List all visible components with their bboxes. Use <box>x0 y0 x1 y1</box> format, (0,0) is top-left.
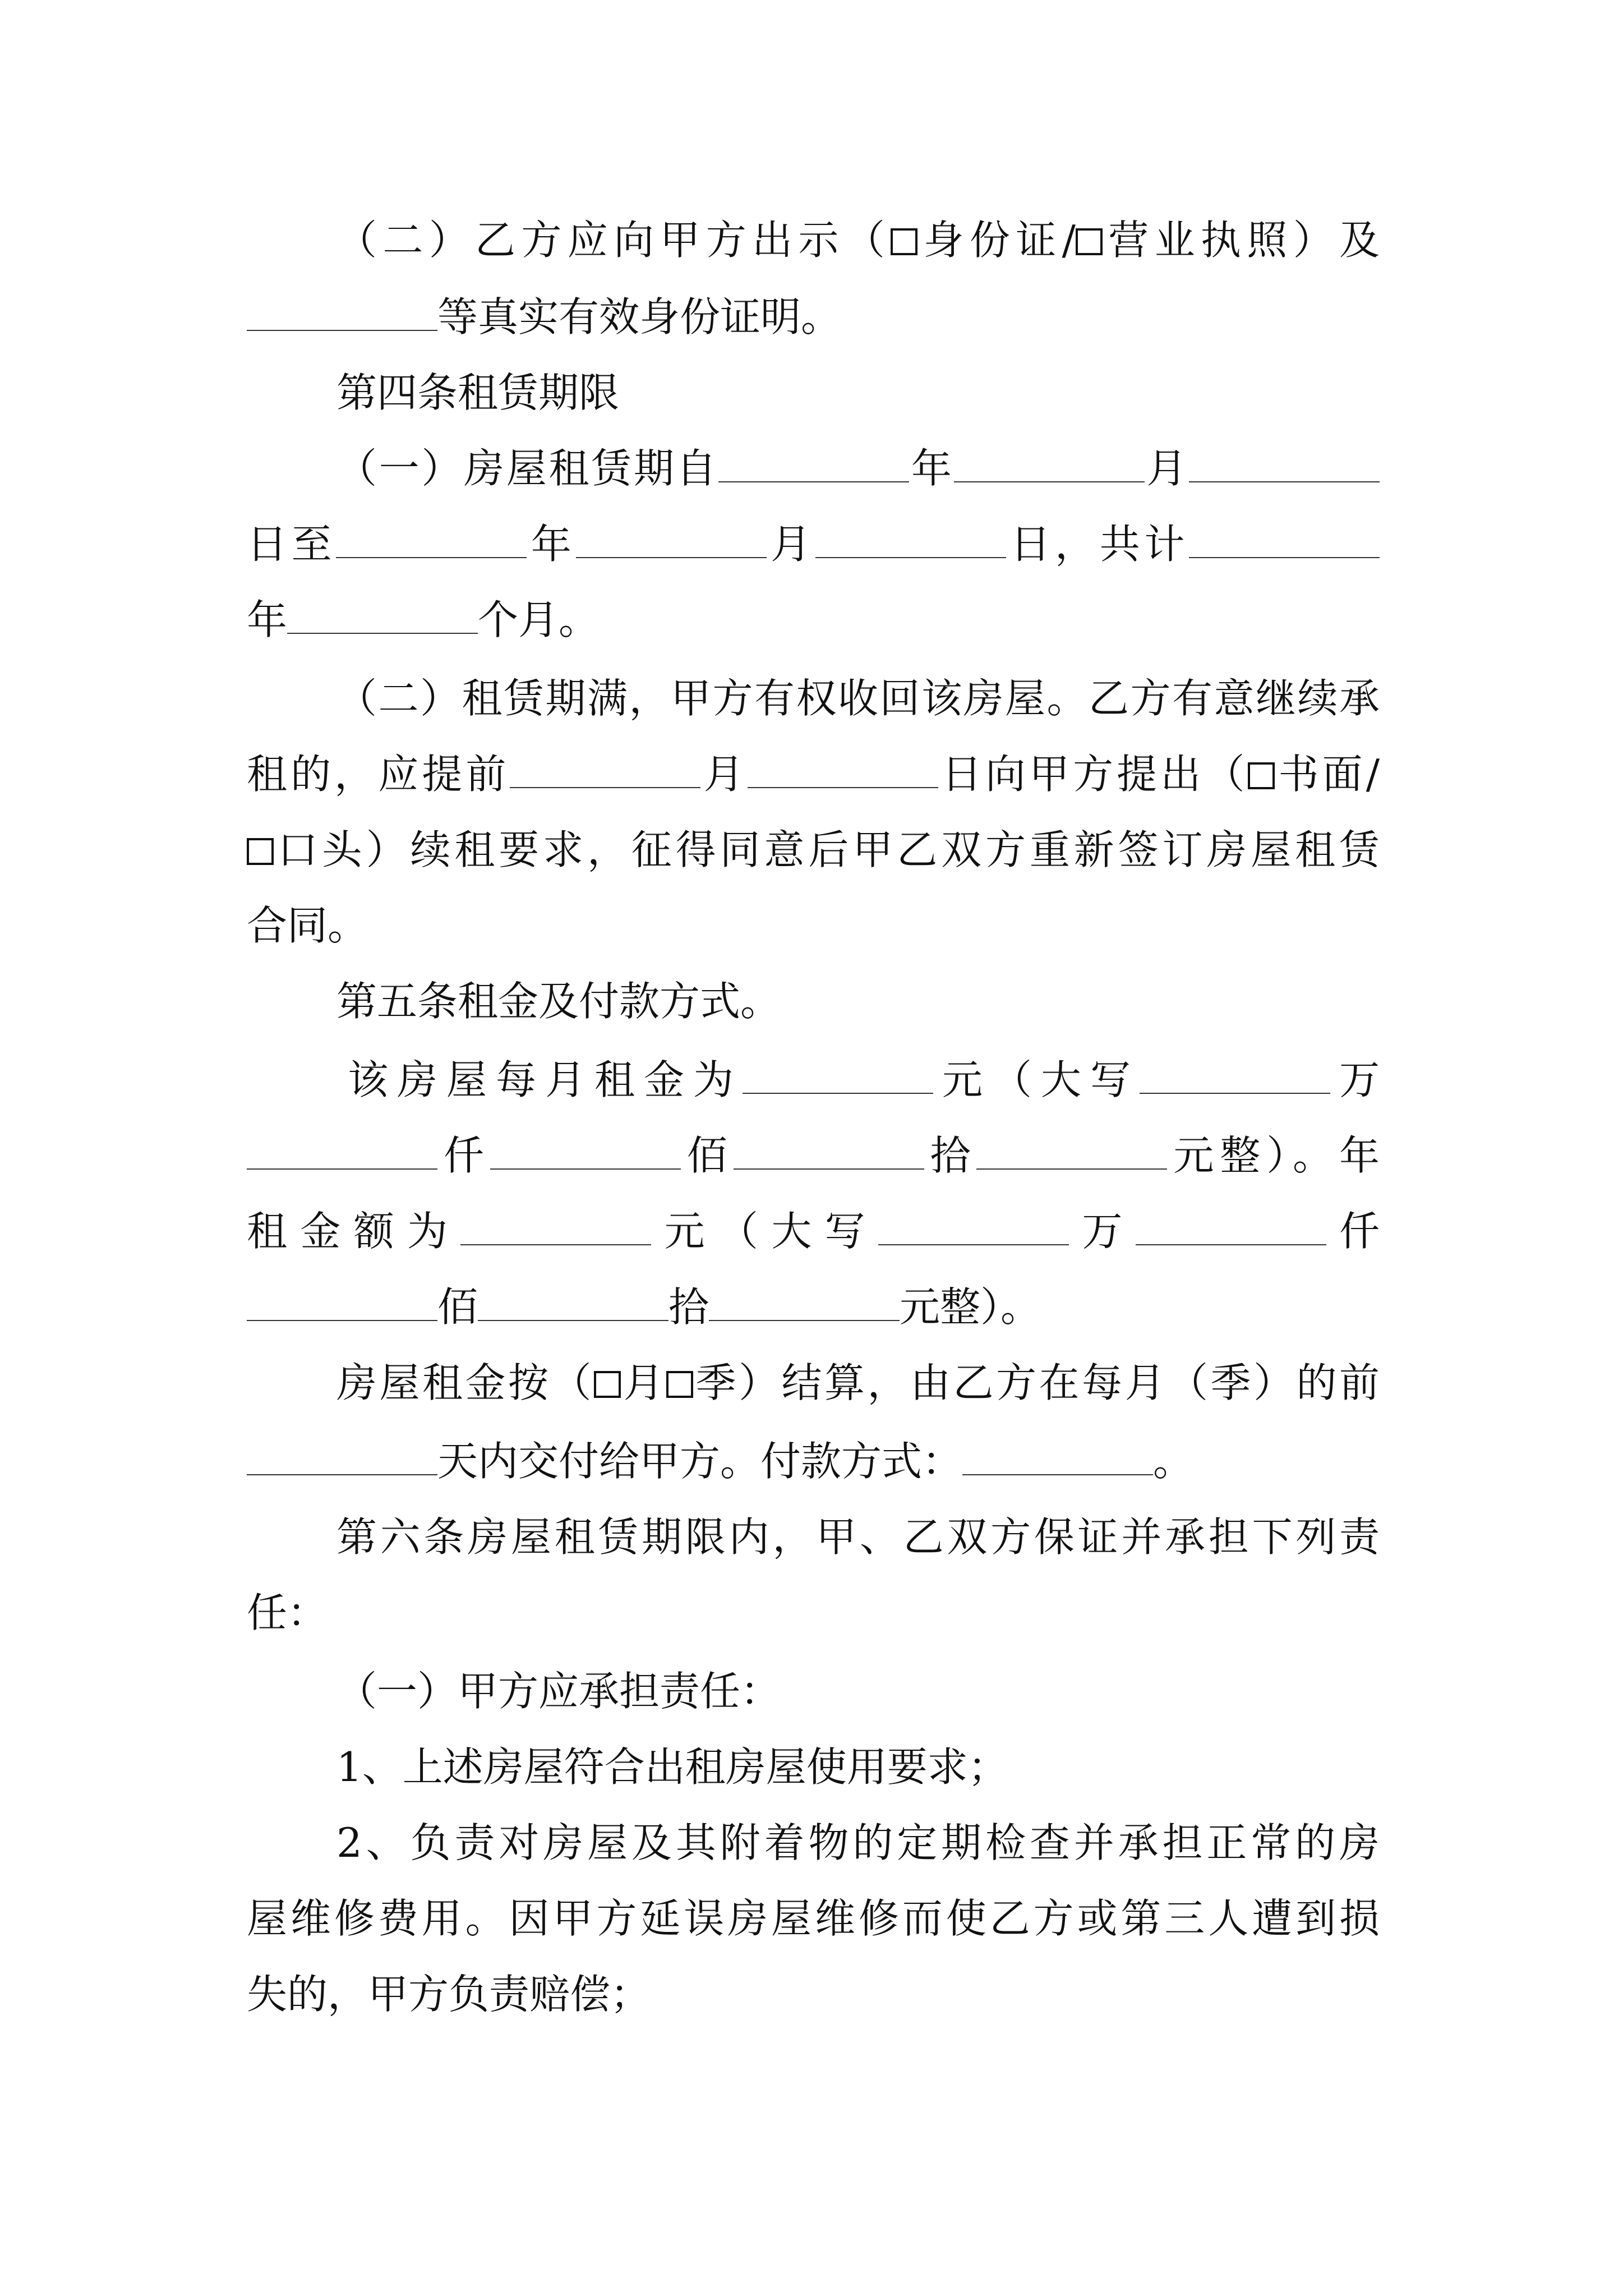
checkbox-icon[interactable] <box>891 228 917 255</box>
article-4-heading <box>336 359 1380 426</box>
text: 租的，应提前 <box>247 751 510 798</box>
clause-6-1-item-2-line-2 <box>247 1885 1380 1952</box>
fill-in-blank[interactable] <box>336 521 527 558</box>
heading-text: 任： <box>247 1589 328 1636</box>
text: 月 <box>1144 445 1189 492</box>
heading-text: 第五条租金及付款方式。 <box>336 978 781 1025</box>
checkbox-icon[interactable] <box>1076 228 1103 255</box>
text: 房屋租金按（ <box>336 1359 594 1406</box>
fill-in-blank[interactable] <box>1189 521 1380 558</box>
text: 仟 <box>437 1132 490 1179</box>
clause-4-1-line <box>336 435 1380 502</box>
fill-in-blank[interactable] <box>748 751 938 788</box>
text: 元（大写 <box>651 1208 878 1255</box>
settlement-line-2 <box>247 1428 1380 1495</box>
text: （二）乙方应向甲方出示（ <box>336 217 891 264</box>
fill-in-blank[interactable] <box>247 1438 437 1475</box>
text: 。 <box>1153 1438 1194 1485</box>
clause-3-2-line-2 <box>247 283 1380 351</box>
article-6-heading-line-2 <box>247 1579 1380 1646</box>
text: 日，共计 <box>1006 521 1189 568</box>
fill-in-blank[interactable] <box>976 1133 1167 1170</box>
fill-in-blank[interactable] <box>1140 1057 1330 1094</box>
text: 元（大写 <box>933 1056 1140 1103</box>
text: 元整）。 <box>900 1283 1041 1331</box>
text: 仟 <box>1326 1208 1380 1255</box>
fill-in-blank[interactable] <box>247 294 437 331</box>
fill-in-blank[interactable] <box>734 1133 924 1170</box>
text: 身份证/ <box>917 217 1076 264</box>
text: 年 <box>527 521 576 568</box>
fill-in-blank[interactable] <box>247 1133 437 1170</box>
fill-in-blank[interactable] <box>743 1057 933 1094</box>
text: 该房屋每月租金为 <box>348 1056 743 1103</box>
heading-text: 第四条租赁期限 <box>336 369 620 416</box>
clause-4-2-line-2 <box>247 740 1380 808</box>
text: 月 <box>621 1359 666 1406</box>
clause-4-1-line-3 <box>247 586 1380 654</box>
checkbox-icon[interactable] <box>666 1371 693 1398</box>
text: 万 <box>1068 1208 1136 1255</box>
rent-annual-line <box>247 1198 1380 1265</box>
text: 书面/ <box>1275 751 1380 798</box>
clause-4-2-line-3 <box>247 816 1380 884</box>
article-6-heading <box>336 1503 1380 1571</box>
clause-4-2-line <box>336 665 1380 732</box>
text: 失的，甲方负责赔偿； <box>247 1971 651 2018</box>
fill-in-blank[interactable] <box>490 1133 681 1170</box>
text: 日至 <box>247 521 336 568</box>
text: 天内交付给甲方。付款方式： <box>437 1438 963 1485</box>
fill-in-blank[interactable] <box>878 1208 1069 1245</box>
text: 口头）续租要求，征得同意后甲乙双方重新签订房屋租赁 <box>274 826 1380 873</box>
fill-in-blank[interactable] <box>247 1284 437 1321</box>
text: 1、上述房屋符合出租房屋使用要求； <box>336 1743 1008 1791</box>
clause-6-1-heading <box>336 1658 1380 1725</box>
text: 年 <box>909 445 954 492</box>
text: 合同。 <box>247 902 368 949</box>
fill-in-blank[interactable] <box>1136 1208 1326 1245</box>
fill-in-blank[interactable] <box>709 1284 900 1321</box>
text: （一）房屋租赁期自 <box>336 445 719 492</box>
fill-in-blank[interactable] <box>478 1284 668 1321</box>
text: 佰 <box>437 1283 478 1331</box>
heading-text: 第六条房屋租赁期限内，甲、乙双方保证并承担下列责 <box>336 1513 1380 1561</box>
text: 营业执照）及 <box>1102 217 1380 264</box>
text: 拾 <box>924 1132 977 1179</box>
fill-in-blank[interactable] <box>1189 445 1380 482</box>
text: 元整）。年 <box>1167 1132 1380 1179</box>
text: （一）甲方应承担责任： <box>336 1668 781 1715</box>
text: 佰 <box>680 1132 734 1179</box>
text: 屋维修费用。因甲方延误房屋维修而使乙方或第三人遭到损 <box>247 1895 1380 1942</box>
fill-in-blank[interactable] <box>954 445 1145 482</box>
fill-in-blank[interactable] <box>460 1208 651 1245</box>
rent-monthly-line-2 <box>247 1122 1380 1189</box>
clause-4-1-line-2 <box>247 510 1380 578</box>
article-5-heading <box>336 968 1380 1035</box>
fill-in-blank[interactable] <box>510 751 700 788</box>
rent-annual-line-2 <box>247 1273 1380 1341</box>
text: 个月。 <box>478 596 600 643</box>
text: 2、负责对房屋及其附着物的定期检查并承担正常的房 <box>336 1819 1380 1866</box>
checkbox-icon[interactable] <box>1248 762 1275 789</box>
text: 拾 <box>668 1283 709 1331</box>
checkbox-icon[interactable] <box>247 838 274 865</box>
rent-monthly-line <box>348 1046 1380 1114</box>
settlement-line <box>336 1349 1380 1416</box>
text: （二）租赁期满，甲方有权收回该房屋。乙方有意继续承 <box>336 675 1380 722</box>
clause-4-2-line-4 <box>247 892 1380 959</box>
fill-in-blank[interactable] <box>815 521 1006 558</box>
fill-in-blank[interactable] <box>576 521 767 558</box>
clause-6-1-item-1 <box>336 1733 1380 1801</box>
text: 等真实有效身份证明。 <box>437 293 842 341</box>
clause-6-1-item-2-line-3 <box>247 1961 1380 2028</box>
fill-in-blank[interactable] <box>962 1438 1153 1475</box>
clause-3-2-line <box>336 206 1380 274</box>
text: 年 <box>247 596 288 643</box>
text: 季）结算，由乙方在每月（季）的前 <box>693 1359 1380 1406</box>
text: 日向甲方提出（ <box>938 751 1248 798</box>
fill-in-blank[interactable] <box>287 597 478 634</box>
checkbox-icon[interactable] <box>594 1371 621 1398</box>
text: 月 <box>766 521 815 568</box>
clause-6-1-item-2 <box>336 1809 1380 1876</box>
fill-in-blank[interactable] <box>718 445 909 482</box>
text: 万 <box>1330 1056 1380 1103</box>
text: 月 <box>700 751 748 798</box>
text: 租金额为 <box>247 1208 461 1255</box>
